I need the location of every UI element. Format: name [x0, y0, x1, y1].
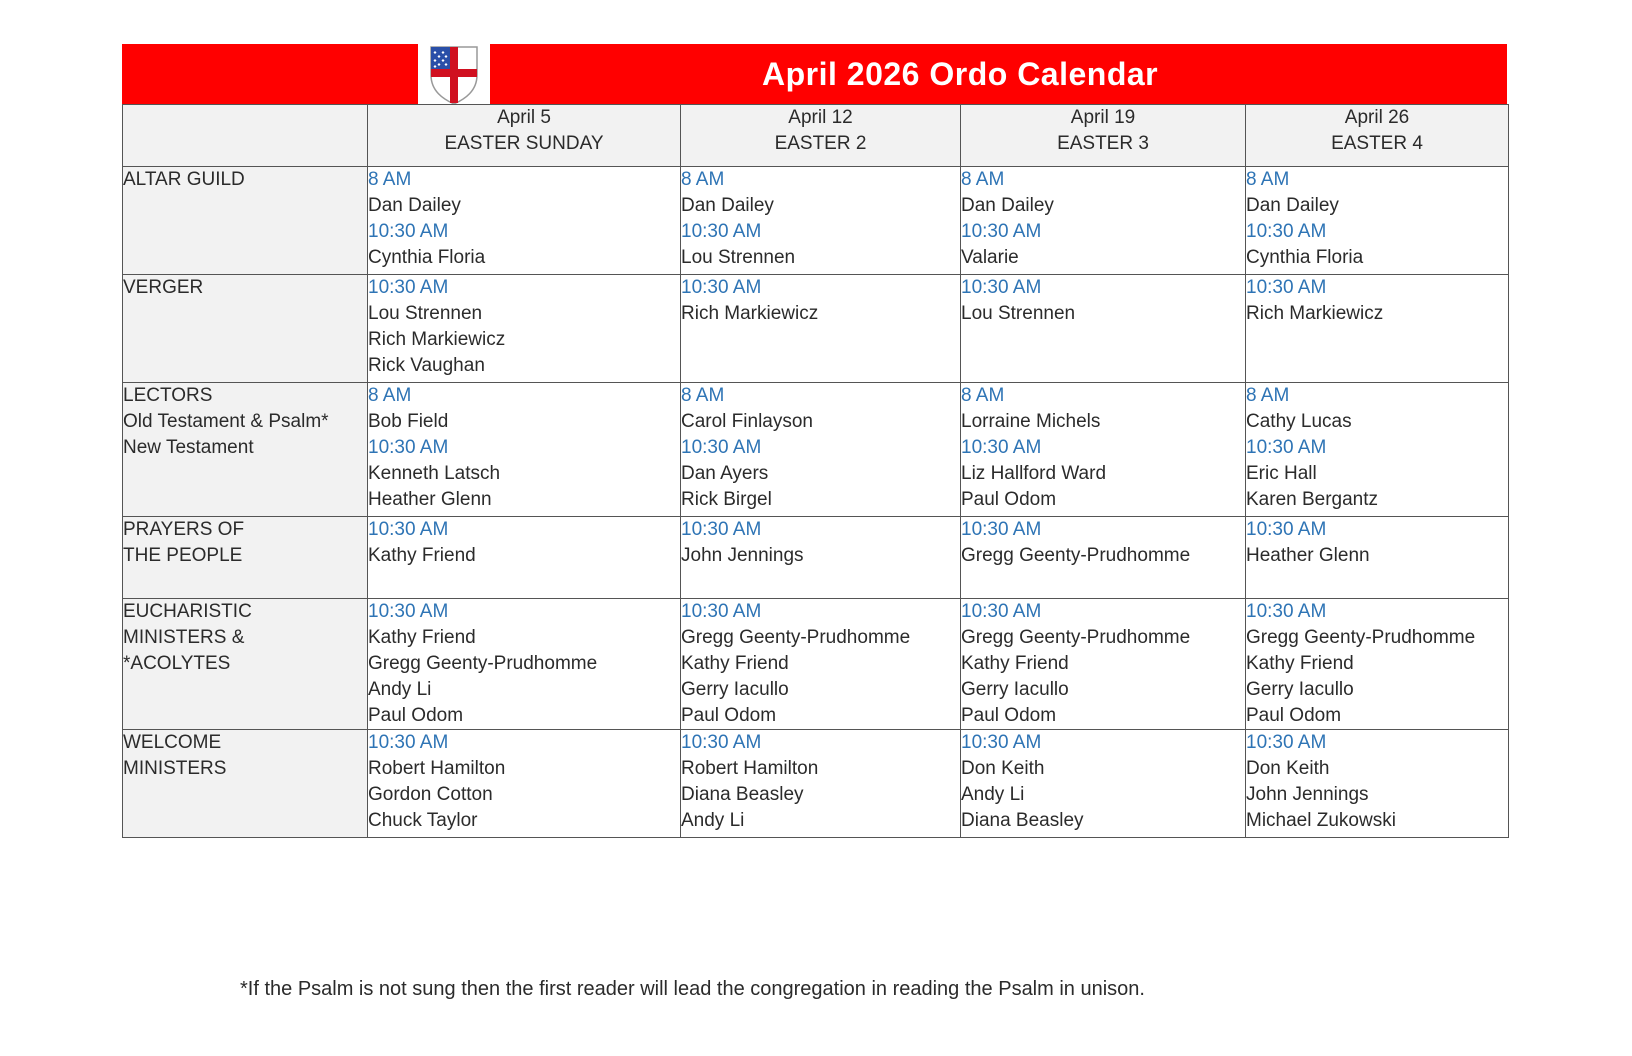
volunteer-name: Lorraine Michels [961, 411, 1101, 432]
ordo-calendar-table [122, 104, 1509, 838]
service-time: 10:30 AM [681, 601, 762, 622]
volunteer-name: Don Keith [1246, 758, 1330, 779]
service-time: 8 AM [681, 169, 725, 190]
volunteer-name: Lou Strennen [961, 303, 1076, 324]
column-header [681, 105, 961, 167]
volunteer-name: Heather Glenn [368, 489, 492, 510]
volunteer-name: Valarie [961, 247, 1019, 268]
role-cell [123, 275, 368, 383]
assignment-cell [1246, 517, 1509, 599]
volunteer-name: Kathy Friend [368, 545, 476, 566]
service-time: 8 AM [1246, 385, 1290, 406]
volunteer-name: Lou Strennen [368, 303, 483, 324]
role-cell [123, 167, 368, 275]
assignment-cell [961, 730, 1246, 838]
table-row [123, 730, 1509, 838]
service-time: 8 AM [681, 385, 725, 406]
volunteer-name: Gordon Cotton [368, 784, 493, 805]
service-time: 10:30 AM [961, 601, 1042, 622]
role-cell [123, 599, 368, 730]
service-time: 10:30 AM [961, 221, 1042, 242]
volunteer-name: Kathy Friend [368, 627, 476, 648]
volunteer-name: Kenneth Latsch [368, 463, 501, 484]
service-time: 10:30 AM [681, 732, 762, 753]
service-time: 8 AM [961, 385, 1005, 406]
corner-header-cell [123, 105, 368, 167]
assignment-cell [368, 383, 681, 517]
table-row [123, 517, 1509, 599]
column-date: April 12 [788, 107, 853, 128]
assignment-cell [961, 275, 1246, 383]
service-time: 10:30 AM [961, 437, 1042, 458]
volunteer-name: Bob Field [368, 411, 449, 432]
assignment-cell [961, 383, 1246, 517]
table-row [123, 599, 1509, 730]
volunteer-name: Diana Beasley [961, 810, 1084, 831]
service-time: 10:30 AM [681, 437, 762, 458]
assignment-cell [681, 167, 961, 275]
column-header [368, 105, 681, 167]
volunteer-name: Gregg Geenty-Prudhomme [681, 627, 911, 648]
volunteer-name: Gregg Geenty-Prudhomme [368, 653, 598, 674]
assignment-cell [368, 167, 681, 275]
role-label: MINISTERS [123, 758, 227, 779]
assignment-cell [368, 599, 681, 730]
assignment-cell [681, 730, 961, 838]
service-time: 10:30 AM [961, 277, 1042, 298]
role-label: ALTAR GUILD [123, 169, 245, 190]
volunteer-name: Don Keith [961, 758, 1045, 779]
assignment-cell [961, 517, 1246, 599]
footnote: *If the Psalm is not sung then the first reader will lead the congregation in reading the Psalm in unison. [240, 978, 1145, 1000]
volunteer-name: Liz Hallford Ward [961, 463, 1107, 484]
role-label: THE PEOPLE [123, 545, 243, 566]
table-row [123, 383, 1509, 517]
service-time: 10:30 AM [961, 732, 1042, 753]
table-row [123, 275, 1509, 383]
volunteer-name: Gerry Iacullo [961, 679, 1069, 700]
service-time: 10:30 AM [368, 221, 449, 242]
volunteer-name: Paul Odom [961, 489, 1057, 510]
page-title: April 2026 Ordo Calendar [762, 56, 1159, 92]
volunteer-name: Michael Zukowski [1246, 810, 1396, 831]
service-time: 10:30 AM [1246, 221, 1327, 242]
service-time: 10:30 AM [1246, 601, 1327, 622]
service-time: 10:30 AM [961, 519, 1042, 540]
volunteer-name: Chuck Taylor [368, 810, 478, 831]
volunteer-name: Kathy Friend [681, 653, 789, 674]
assignment-cell [681, 275, 961, 383]
role-label: VERGER [123, 277, 204, 298]
service-time: 10:30 AM [681, 519, 762, 540]
volunteer-name: Eric Hall [1246, 463, 1317, 484]
volunteer-name: Dan Dailey [681, 195, 774, 216]
service-time: 10:30 AM [1246, 519, 1327, 540]
volunteer-name: Dan Dailey [961, 195, 1054, 216]
service-time: 10:30 AM [1246, 277, 1327, 298]
column-sunday: EASTER 3 [1057, 133, 1149, 154]
assignment-cell [1246, 275, 1509, 383]
assignment-cell [961, 167, 1246, 275]
assignment-cell [368, 275, 681, 383]
assignment-cell [1246, 599, 1509, 730]
volunteer-name: Gregg Geenty-Prudhomme [961, 627, 1191, 648]
service-time: 10:30 AM [1246, 437, 1327, 458]
volunteer-name: Andy Li [681, 810, 745, 831]
volunteer-name: John Jennings [1246, 784, 1369, 805]
volunteer-name: Dan Ayers [681, 463, 769, 484]
role-label: *ACOLYTES [123, 653, 231, 674]
assignment-cell [681, 517, 961, 599]
service-time: 10:30 AM [368, 732, 449, 753]
assignment-cell [368, 517, 681, 599]
service-time: 8 AM [368, 169, 412, 190]
role-label: PRAYERS OF [123, 519, 245, 540]
volunteer-name: Kathy Friend [961, 653, 1069, 674]
role-label: WELCOME [123, 732, 222, 753]
volunteer-name: Gerry Iacullo [1246, 679, 1354, 700]
service-time: 10:30 AM [681, 277, 762, 298]
table-body [123, 167, 1509, 838]
service-time: 10:30 AM [368, 277, 449, 298]
volunteer-name: Kathy Friend [1246, 653, 1354, 674]
volunteer-name: Diana Beasley [681, 784, 804, 805]
volunteer-name: Lou Strennen [681, 247, 796, 268]
column-header [1246, 105, 1509, 167]
service-time: 8 AM [368, 385, 412, 406]
volunteer-name: Rich Markiewicz [1246, 303, 1384, 324]
volunteer-name: Carol Finlayson [681, 411, 813, 432]
shield-icon [429, 45, 479, 105]
volunteer-name: Gerry Iacullo [681, 679, 789, 700]
episcopal-shield-icon [418, 44, 490, 105]
role-label: LECTORS [123, 385, 213, 406]
assignment-cell [681, 383, 961, 517]
volunteer-name: Rich Markiewicz [681, 303, 819, 324]
volunteer-name: Heather Glenn [1246, 545, 1370, 566]
title-banner [122, 44, 1507, 105]
service-time: 10:30 AM [681, 221, 762, 242]
header-row [123, 105, 1509, 167]
volunteer-name: Rich Markiewicz [368, 329, 506, 350]
assignment-cell [1246, 383, 1509, 517]
service-time: 10:30 AM [368, 601, 449, 622]
role-label: Old Testament & Psalm* [123, 411, 329, 432]
volunteer-name: Andy Li [368, 679, 432, 700]
role-cell [123, 383, 368, 517]
assignment-cell [1246, 167, 1509, 275]
volunteer-name: John Jennings [681, 545, 804, 566]
assignment-cell [368, 730, 681, 838]
volunteer-name: Paul Odom [1246, 705, 1342, 726]
role-label: MINISTERS & [123, 627, 245, 648]
volunteer-name: Andy Li [961, 784, 1025, 805]
assignment-cell [681, 599, 961, 730]
assignment-cell [961, 599, 1246, 730]
volunteer-name: Rick Birgel [681, 489, 772, 510]
volunteer-name: Dan Dailey [368, 195, 461, 216]
service-time: 10:30 AM [1246, 732, 1327, 753]
volunteer-name: Paul Odom [368, 705, 464, 726]
volunteer-name: Robert Hamilton [681, 758, 819, 779]
role-cell [123, 517, 368, 599]
volunteer-name: Cynthia Floria [1246, 247, 1364, 268]
volunteer-name: Cynthia Floria [368, 247, 486, 268]
column-sunday: EASTER SUNDAY [444, 133, 604, 154]
role-label: New Testament [123, 437, 254, 458]
service-time: 10:30 AM [368, 437, 449, 458]
assignment-cell [1246, 730, 1509, 838]
volunteer-name: Rick Vaughan [368, 355, 485, 376]
service-time: 10:30 AM [368, 519, 449, 540]
role-cell [123, 730, 368, 838]
volunteer-name: Paul Odom [681, 705, 777, 726]
volunteer-name: Cathy Lucas [1246, 411, 1352, 432]
table-row [123, 167, 1509, 275]
service-time: 8 AM [961, 169, 1005, 190]
column-sunday: EASTER 2 [774, 133, 867, 154]
column-date: April 5 [497, 107, 551, 128]
service-time: 8 AM [1246, 169, 1290, 190]
volunteer-name: Gregg Geenty-Prudhomme [1246, 627, 1476, 648]
role-label: EUCHARISTIC [123, 601, 252, 622]
volunteer-name: Gregg Geenty-Prudhomme [961, 545, 1191, 566]
column-header [961, 105, 1246, 167]
column-date: April 26 [1344, 107, 1410, 128]
volunteer-name: Robert Hamilton [368, 758, 506, 779]
volunteer-name: Dan Dailey [1246, 195, 1339, 216]
volunteer-name: Paul Odom [961, 705, 1057, 726]
column-sunday: EASTER 4 [1331, 133, 1423, 154]
volunteer-name: Karen Bergantz [1246, 489, 1379, 510]
column-date: April 19 [1070, 107, 1136, 128]
